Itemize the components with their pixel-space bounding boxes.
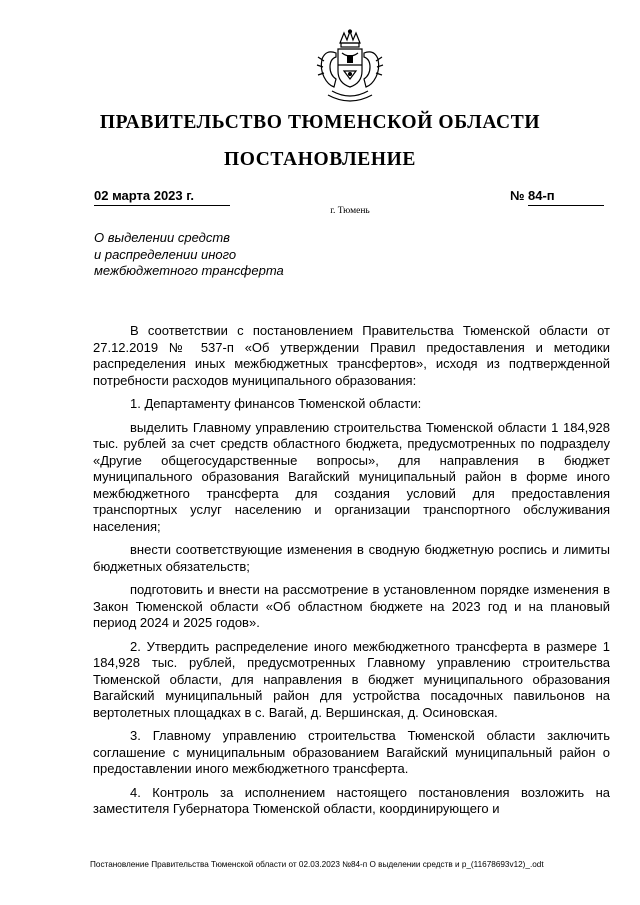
document-footer: Постановление Правительства Тюменской области от 02.03.2023 №84-п О выделении средств и р_(11678693v12)_.odt [90, 860, 544, 869]
coat-of-arms-emblem [314, 29, 386, 107]
decree-subject [94, 230, 354, 280]
decree-number-label: № [510, 188, 525, 203]
government-title: ПРАВИТЕЛЬСТВО ТЮМЕНСКОЙ ОБЛАСТИ [99, 112, 541, 133]
body-paragraph-item-4: 4. Контроль за исполнением настоящего постановления возложить на заместителя Губернатора Тюменской области, координирующего и [93, 784, 610, 816]
body-paragraph-item-2: 2. Утвердить распределение иного межбюджетного трансферта в размере 1 184,928 тыс. рублей, предусмотренных Главному управлению строительства Тюменской области, для направления в бюджет муниципального образования Вагайский муниципальный район для устройства посадочных павильонов на вертолетных площадках в с. Вагай, д. Вершинская, д. Осиновская. [93, 638, 610, 720]
decree-date: 02 марта 2023 г. [94, 187, 230, 206]
subject-line: межбюджетного трансферта [94, 263, 284, 278]
city-label: г. Тюмень [330, 206, 370, 216]
body-paragraph-subitem: внести соответствующие изменения в сводную бюджетную роспись и лимиты бюджетных обязательств; [93, 542, 610, 574]
decree-body [93, 323, 610, 825]
body-paragraph-subitem: выделить Главному управлению строительства Тюменской области 1 184,928 тыс. рублей за счет средств областного бюджета, предусмотренных по подразделу «Другие общегосударственные вопросы», для направления в бюджет муниципального образования Вагайский муниципальный район в форме иного межбюджетного трансферта для создания условий для предоставления транспортных услуг населению и организации транспортного обслуживания населения; [93, 419, 610, 534]
subject-line: и распределении иного [94, 246, 237, 262]
document-type-title: ПОСТАНОВЛЕНИЕ [223, 149, 417, 170]
body-paragraph-subitem: подготовить и внести на рассмотрение в установленном порядке изменения в Закон Тюменской области «Об областном бюджете на 2023 год и на плановый период 2024 и 2025 годов». [93, 582, 610, 630]
subject-line: О выделении средств [94, 230, 230, 245]
decree-number: 84-п [528, 187, 604, 206]
body-paragraph-item-3: 3. Главному управлению строительства Тюменской области заключить соглашение с муниципальным образованием Вагайский муниципальный район о предоставлении иного межбюджетного трансферта. [93, 728, 610, 776]
body-paragraph-preamble: В соответствии с постановлением Правительства Тюменской области от 27.12.2019 № 537-п «Об утверждении Правил предоставления и методики распределения иных межбюджетных трансфертов», исходя из подтвержденной потребности расходов муниципального образования: [93, 323, 610, 388]
body-paragraph-item-1: 1. Департаменту финансов Тюменской области: [130, 396, 422, 411]
